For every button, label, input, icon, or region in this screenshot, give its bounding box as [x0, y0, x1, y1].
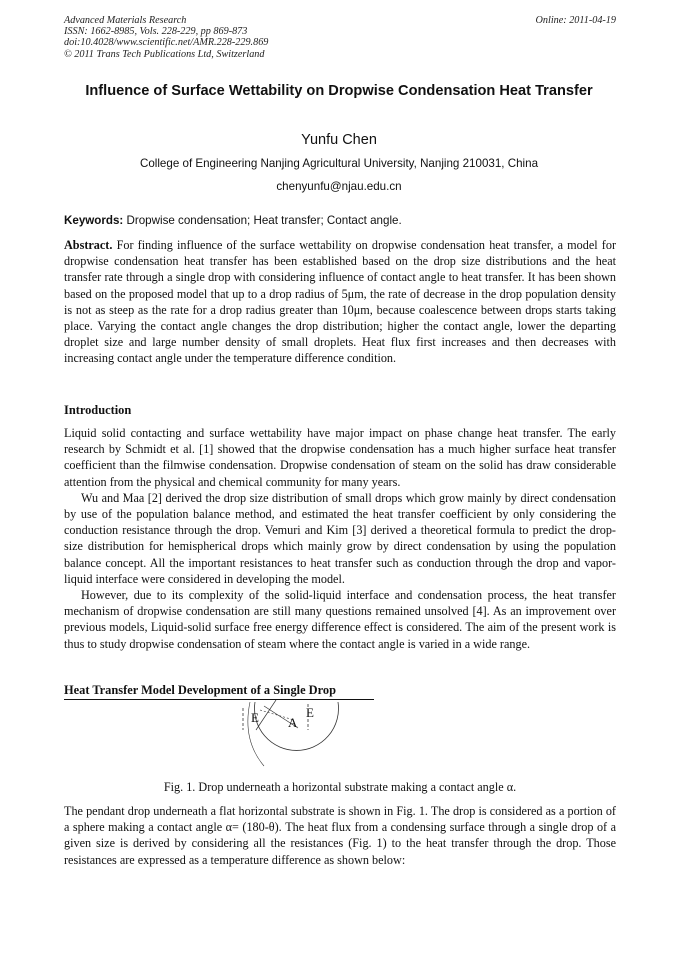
drop-figure [236, 700, 376, 776]
journal-header [64, 15, 616, 60]
figure-label-e-right: E [306, 705, 314, 720]
journal-issn: ISSN: 1662-8985, Vols. 228-229, pp 869-873 [64, 26, 248, 38]
keywords-text: Dropwise condensation; Heat transfer; Contact angle. [123, 214, 402, 227]
introduction-body [64, 425, 616, 652]
model-paragraph: The pendant drop underneath a flat horizontal substrate is shown in Fig. 1. The drop is considered as a portion of a sphere making a contact angle α= (180-θ). The heat flux from a condensing surface through a single drop of a given size is derived by considering all the resistances (Fig. 1) to the heat transfer through the drop. Those resistances are expressed as a temperature difference as shown below: [64, 804, 616, 867]
keywords [64, 214, 616, 227]
section-heading-introduction: Introduction [64, 403, 132, 417]
paragraph: However, due to its complexity of the solid-liquid interface and condensation process, the heat transfer mechanism of dropwise condensation are still many questions remained unsolved [4]. As an improvement over previous models, Liquid-solid surface free energy difference effect is considered. The aim of the present work is thus to study dropwise condensation of steam where the contact angle is varied in a wide range. [64, 588, 616, 651]
author-name: Yunfu Chen [301, 132, 377, 148]
paragraph: Liquid solid contacting and surface wettability have major impact on phase change heat transfer. The early research by Schmidt et al. [1] showed that the dropwise condensation has a much higher surface heat transfer coefficient than the filmwise condensation. Dropwise condensation of steam on the solid has draw considerable attention from the physical and chemical community for many years. [64, 426, 616, 489]
author-email: chenyunfu@njau.edu.cn [276, 180, 402, 193]
abstract [64, 237, 616, 367]
journal-doi: doi:10.4028/www.scientific.net/AMR.228-229.869 [64, 37, 269, 49]
keywords-label: Keywords: [64, 214, 124, 227]
paper-title: Influence of Surface Wettability on Dropwise Condensation Heat Transfer [85, 83, 593, 99]
journal-name: Advanced Materials Research [64, 15, 187, 26]
author-affiliation: College of Engineering Nanjing Agricultural University, Nanjing 210031, China [139, 157, 539, 170]
paragraph: Wu and Maa [2] derived the drop size distribution of small drops which grow mainly by direct condensation by use of the population balance method, and estimated the heat transfer coefficient by only considering the conduction resistance through the drop. Vemuri and Kim [3] derived a theoretical formula to predict the drop-size distribution for hemispherical drops which mainly grow by direct condensation by using the population balance concept. All the important resistances to heat transfer such as conduction through the drop and vapor-liquid interface were considered in developing the model. [64, 490, 616, 586]
figure-caption: Fig. 1. Drop underneath a horizontal substrate making a contact angle α. [163, 780, 517, 794]
figure-label-a: A [288, 715, 298, 730]
abstract-label: Abstract. [64, 238, 113, 252]
journal-copyright: © 2011 Trans Tech Publications Ltd, Switzerland [64, 48, 265, 60]
figure-label-e-left: E [251, 710, 259, 725]
abstract-text: For finding influence of the surface wettability on dropwise condensation heat transfer, a model for dropwise condensation heat transfer has been established based on the drop size distributions and the heat transfer rate through a single drop with considering influence of contact angle to heat transfer. It has been shown based on the proposed model that up to a drop radius of 5μm, the rate of decrease in the drop population density is not as steep as the rate for a drop radius greater than 10μm, because coalescence between drops starts taking place. Varying the contact angle changes the drop distribution; higher the contact angle, lower the departing droplet size and large number density of small droplets. Heat flux first increases and then decreases with increasing contact angle under the temperature difference condition. [64, 238, 616, 366]
section-heading-model: Heat Transfer Model Development of a Single Drop [64, 683, 336, 697]
online-date: Online: 2011-04-19 [535, 15, 616, 26]
